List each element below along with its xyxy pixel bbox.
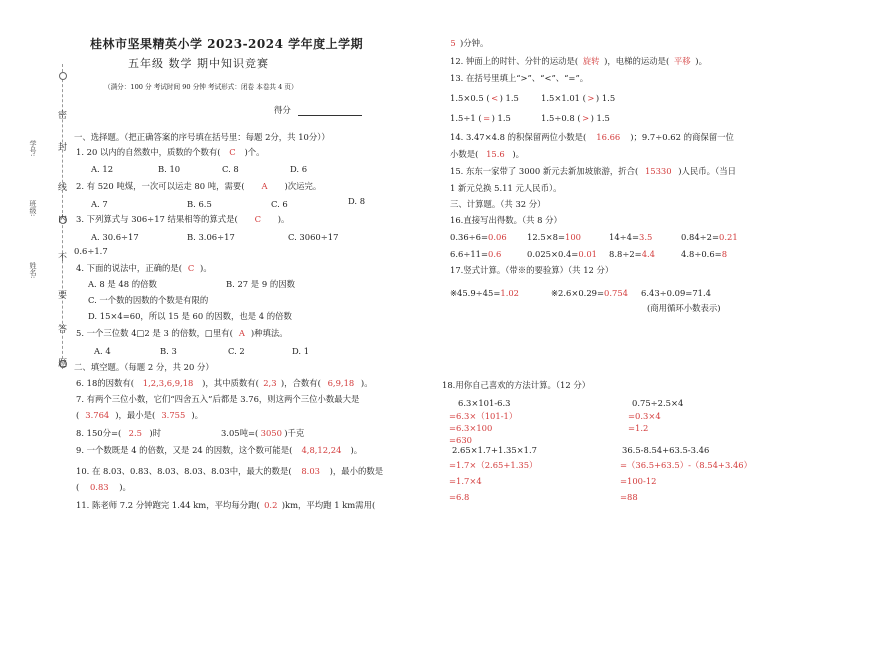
q3-option: 0.6÷1.7 <box>74 246 108 256</box>
q13-item: 1.5×0.5 (<) 1.5 <box>450 93 519 103</box>
q18-p2-problem: 0.75÷2.5×4 <box>632 398 684 408</box>
q17-note: (商用循环小数表示) <box>647 303 721 313</box>
q7-line2: ( 3.764 )，最小是( 3.755 )。 <box>76 410 203 420</box>
q17-item: 6.43÷0.09=71.4 <box>641 288 711 298</box>
q10-line1: 10. 在 8.03、0.83、8.03、8.03、8.03中，最大的数是( 8.03 )，最小的数是 <box>76 466 384 476</box>
q10-line2: ( 0.83 )。 <box>76 482 131 492</box>
q2-stem: 2. 有 520 吨煤，一次可以运走 80 吨，需要( A )次运完。 <box>76 181 322 191</box>
q15-line1: 15. 东东一家带了 3000 新元去新加坡旅游，折合( 15330 )人民币。（当日 <box>450 166 736 176</box>
q18-p1-problem: 6.3×101-6.3 <box>458 398 511 408</box>
q16-item: 12.5×8=100 <box>527 232 582 242</box>
section2-heading: 二、填空题。（每题 2 分，共 20 分） <box>74 362 214 372</box>
q2-option: B. 6.5 <box>187 199 212 209</box>
q1-stem: 1. 20 以内的自然数中，质数的个数有( C )个。 <box>76 147 265 157</box>
q14-line1: 14. 3.47×4.8 的积保留两位小数是( 16.66 )；9.7÷0.62 的商保留一位 <box>450 132 734 142</box>
q11-line2: 5 )分钟。 <box>450 38 489 48</box>
q3-option: A. 30.6÷17 <box>91 232 139 242</box>
q3-option: C. 3060÷17 <box>288 232 339 242</box>
q18-p4-step: =88 <box>620 492 638 502</box>
binding-char: 密 <box>58 111 68 121</box>
q11-line1: 11. 陈老师 7.2 分钟跑完 1.44 km，平均每分跑( 0.2 )km，平均跑 1 km需用( <box>76 500 376 510</box>
q17-heading: 17.竖式计算。（带※的要验算）（共 12 分） <box>450 265 614 275</box>
q5-stem: 5. 一个三位数 4□2 是 3 的倍数，□里有( A )种填法。 <box>76 328 288 338</box>
q18-p2-step: =0.3×4 <box>628 411 661 421</box>
score-blank <box>298 115 362 116</box>
class-label: 班级: <box>29 200 37 217</box>
score-label: 得分 <box>274 105 291 115</box>
binding-char: 内 <box>58 215 68 225</box>
q18-p2-step: =1.2 <box>628 423 649 433</box>
q18-p3-step: =6.8 <box>449 492 470 502</box>
q1-option: A. 12 <box>91 164 114 174</box>
q4-option-a: A. 8 是 48 的倍数 <box>88 279 157 289</box>
q4-stem: 4. 下面的说法中，正确的是( C )。 <box>76 263 212 273</box>
q13-stem: 13. 在括号里填上“>”、“<”、“=”。 <box>450 73 589 83</box>
q5-option: D. 1 <box>292 346 310 356</box>
q16-item: 6.6÷11=0.6 <box>450 249 502 259</box>
q18-p1-step: =6.3×100 <box>449 423 493 433</box>
q18-p4-step: =100-12 <box>620 476 657 486</box>
q1-option: C. 8 <box>222 164 239 174</box>
q2-option: A. 7 <box>91 199 108 209</box>
student-id-label: 学号: <box>29 140 37 157</box>
q14-line2: 小数是( 15.6 )。 <box>450 149 525 159</box>
binding-char: 题 <box>58 359 68 369</box>
binding-char: 线 <box>58 183 68 193</box>
section3-heading: 三、计算题。（共 32 分） <box>450 199 546 209</box>
q1-option: D. 6 <box>290 164 308 174</box>
q16-item: 0.025×0.4=0.01 <box>527 249 597 259</box>
q17-item: ※45.9÷45=1.02 <box>450 288 520 298</box>
q18-p3-step: =1.7×4 <box>449 476 482 486</box>
q5-option: B. 3 <box>160 346 177 356</box>
q18-p4-problem: 36.5-8.54+63.5-3.46 <box>622 445 710 455</box>
q5-option: A. 4 <box>94 346 111 356</box>
q8: 8. 150分=( 2.5 )时 3.05吨=( 3050 )千克 <box>76 428 305 438</box>
q2-option: C. 6 <box>271 199 288 209</box>
q12: 12. 钟面上的时针、分针的运动是( 旋转 )，电梯的运动是( 平移 )。 <box>450 56 707 66</box>
q18-p1-step: =6.3×（101-1） <box>449 411 518 421</box>
q9: 9. 一个数既是 4 的倍数，又是 24 的因数，这个数可能是( 4,8,12,24 )。 <box>76 445 363 455</box>
q18-p4-step: =（36.5+63.5）-（8.54+3.46） <box>620 460 752 470</box>
q13-item: 1.5÷1 (=) 1.5 <box>450 113 511 123</box>
q15-line2: 1 新元兑换 5.11 元人民币）。 <box>450 183 562 193</box>
q13-item: 1.5÷0.8 (>) 1.5 <box>541 113 610 123</box>
q3-option: B. 3.06÷17 <box>187 232 235 242</box>
q6: 6. 18的因数有( 1,2,3,6,9,18 )，其中质数有( 2,3 )，合数有( 6,9,18 )。 <box>76 378 373 388</box>
section1-heading: 一、选择题。（把正确答案的序号填在括号里：每题 2分，共 10分）） <box>74 132 330 142</box>
q18-p1-step: =630 <box>449 435 473 445</box>
exam-subtitle: 五年级 数学 期中知识竞赛 <box>128 57 269 70</box>
exam-info: （满分：100 分 考试时间 90 分钟 考试形式：闭卷 本卷共 4 页） <box>104 83 298 91</box>
q4-option-c: C. 一个数的因数的个数是有限的 <box>88 295 209 305</box>
q16-item: 4.8÷0.6=8 <box>681 249 728 259</box>
q16-heading: 16.直接写出得数。（共 8 分） <box>450 215 562 225</box>
q4-option-b: B. 27 是 9 的因数 <box>226 279 295 289</box>
q17-item: ※2.6×0.29=0.754 <box>551 288 629 298</box>
q18-p3-step: =1.7×（2.65+1.35） <box>449 460 538 470</box>
q3-stem: 3. 下列算式与 306÷17 结果相等的算式是( C )。 <box>76 214 290 224</box>
q1-option: B. 10 <box>158 164 181 174</box>
q16-item: 0.36÷6=0.06 <box>450 232 507 242</box>
q4-option-d: D. 15×4=60，所以 15 是 60 的因数，也是 4 的倍数 <box>88 311 292 321</box>
q13-item: 1.5×1.01 (>) 1.5 <box>541 93 616 103</box>
exam-title: 桂林市坚果精英小学 2023-2024 学年度上学期 <box>90 37 364 51</box>
binding-char: 答 <box>58 325 68 335</box>
q16-item: 0.84÷2=0.21 <box>681 232 738 242</box>
name-label: 姓名: <box>29 262 37 279</box>
q16-item: 14÷4=3.5 <box>609 232 653 242</box>
q16-item: 8.8÷2=4.4 <box>609 249 656 259</box>
q18-heading: 18.用你自己喜欢的方法计算。（12 分） <box>442 380 591 390</box>
q5-option: C. 2 <box>228 346 245 356</box>
binding-char: 封 <box>58 143 68 153</box>
binding-char: 不 <box>58 253 68 263</box>
binding-hole <box>59 72 67 80</box>
binding-char: 要 <box>58 291 68 301</box>
q7-line1: 7. 有两个三位小数，它们“四舍五入”后都是 3.76，则这两个三位小数最大是 <box>76 394 360 404</box>
q18-p3-problem: 2.65×1.7+1.35×1.7 <box>452 445 537 455</box>
q2-option: D. 8 <box>348 196 366 206</box>
